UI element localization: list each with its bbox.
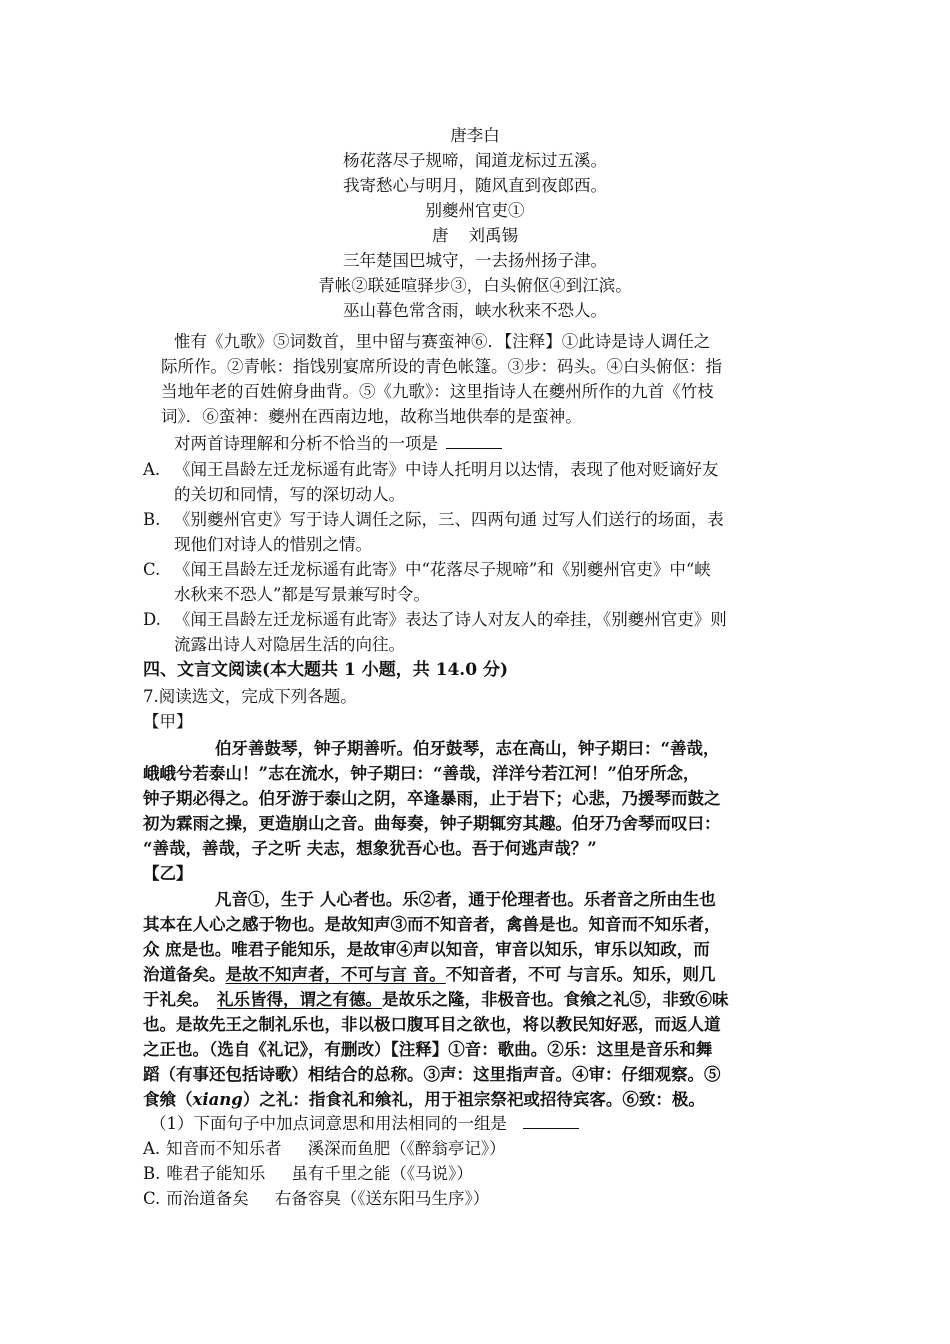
yi-passage-line: 其本在人心之感于物也。是故知声③而不知音者，禽兽是也。知音而不知乐者，	[143, 915, 721, 934]
poem1-author: 唐李白	[450, 126, 500, 145]
yi-text: 于礼矣。	[143, 990, 209, 1009]
option-label: A.	[143, 460, 161, 479]
answer-blank[interactable]	[523, 1112, 579, 1129]
option-label: A.	[143, 1139, 161, 1158]
option-a-text: 的关切和同情，写的深切动人。	[174, 485, 405, 504]
pinyin: xiang	[192, 1090, 243, 1109]
question6-stem	[174, 432, 502, 456]
yi-passage-line: 也。是故先王之制礼乐也，非以极口腹耳目之欲也，将以教民知好恶，而返人道	[143, 1015, 721, 1034]
option-label: C.	[143, 1189, 161, 1208]
option-ref: 右备容臭（《送东阳马生序》）	[274, 1189, 490, 1208]
jia-passage-line: “善哉，善哉，子之听 夫志，想象犹吾心也。吾于何逃声哉？”	[143, 839, 597, 858]
option-text: 唯君子能知乐	[166, 1164, 266, 1183]
option-text: 而治道备矣	[166, 1189, 249, 1208]
option-b-text: 《别夔州官吏》写于诗人调任之际，三、四两句通 过写人们送行的场面，表	[174, 510, 724, 529]
jia-label: 【甲】	[143, 712, 193, 731]
option-a-text: 《闻王昌龄左迁龙标遥有此寄》中诗人托明月以达情，表现了他对贬谪好友	[174, 460, 719, 479]
sub-question-stem	[150, 1112, 579, 1136]
option-d-text: 流露出诗人对隐居生活的向往。	[174, 635, 405, 654]
notes-line: 当地年老的百姓俯身曲背。⑤《九歌》：这里指诗人在夔州所作的九首《竹枝	[161, 382, 714, 401]
yi-text: 食飨（	[143, 1090, 193, 1109]
option-label: D.	[143, 610, 161, 629]
poem2-title: 别夔州官吏①	[425, 201, 525, 220]
notes-line: 际所作。②青帐：指饯别宴席所设的青色帐篷。③步：码头。④白头俯伛：指	[161, 357, 722, 376]
sub-question-stem-text: （1）下面句子中加点词意思和用法相同的一组是	[150, 1114, 507, 1133]
yi-passage-line	[143, 1088, 705, 1112]
yi-text: 是故乐之隆，非极音也。食飨之礼⑤，非致⑥味	[382, 990, 729, 1009]
poem2-line: 巫山暮色常含雨，峡水秋来不恐人。	[343, 301, 607, 320]
yi-text: 治道备矣。	[143, 965, 226, 984]
question6-stem-text: 对两首诗理解和分析不恰当的一项是	[174, 434, 438, 453]
answer-blank[interactable]	[446, 432, 502, 449]
poem2-line: 青帐②联延喧驿步③，白头俯伛④到江滨。	[318, 276, 632, 295]
sub-option	[143, 1137, 506, 1161]
poem2-byline	[0, 224, 950, 248]
option-label: B.	[143, 1164, 161, 1183]
notes-line: 惟有《九歌》⑤词数首，里中留与赛蛮神⑥．【注释】①此诗是诗人调任之	[174, 332, 711, 351]
poem2-dynasty: 唐	[432, 226, 449, 245]
sub-option	[143, 1162, 473, 1186]
yi-passage-line: 凡音①，生于 人心者也。乐②者，通于伦理者也。乐者音之所由生也	[215, 890, 716, 909]
option-b-text: 现他们对诗人的惜别之情。	[174, 535, 372, 554]
option-text: 知音而不知乐者	[166, 1139, 282, 1158]
section-heading: 四、文言文阅读(本大题共 1 小题，共 14.0 分)	[143, 660, 508, 680]
option-ref: 虽有千里之能（《马说》）	[291, 1164, 473, 1183]
sub-option	[143, 1187, 489, 1211]
option-c-text: 《闻王昌龄左迁龙标遥有此寄》中“花落尽子规啼”和《别夔州官吏》中“峡	[174, 560, 711, 579]
yi-text: 不知音者，不可 与言乐。知乐，则几	[445, 965, 716, 984]
poem2-line: 三年楚国巴城守，一去扬州扬子津。	[343, 251, 607, 270]
yi-text: ）之礼：指食礼和飨礼，用于祖宗祭祀或招待宾客。⑥致：极。	[242, 1090, 705, 1109]
jia-passage-line: 伯牙善鼓琴，钟子期善听。伯牙鼓琴，志在高山，钟子期曰：“善哉，	[215, 739, 720, 758]
option-d-text: 《闻王昌龄左迁龙标遥有此寄》表达了诗人对友人的牵挂，《别夔州官吏》则	[174, 610, 727, 629]
question7-stem: 7.阅读选文，完成下列各题。	[143, 687, 357, 706]
underlined-sentence: 礼乐皆得，谓之有德。	[217, 990, 382, 1009]
yi-label: 【乙】	[143, 864, 193, 883]
yi-passage-line: 之正也。（选自《礼记》，有删改）【注释】①音：歌曲。②乐：这里是音乐和舞	[143, 1040, 713, 1059]
yi-passage-line: 蹈（有事还包括诗歌）相结合的总称。③声：这里指声音。④审：仔细观察。⑤	[143, 1065, 721, 1084]
yi-passage-line: 众 庶是也。唯君子能知乐，是故审④声以知音，审音以知乐，审乐以知政，而	[143, 940, 710, 959]
poem2-author: 刘禹锡	[468, 226, 518, 245]
poem1-line: 我寄愁心与明月，随风直到夜郎西。	[343, 176, 607, 195]
jia-passage-line: 峨峨兮若泰山！”志在流水，钟子期曰：“善哉，洋洋兮若江河！”伯牙所念，	[143, 764, 700, 783]
option-label: C.	[143, 560, 161, 579]
jia-passage-line: 初为霖雨之操，更造崩山之音。曲每奏，钟子期辄穷其趣。伯牙乃舍琴而叹曰：	[143, 814, 721, 833]
option-ref: 溪深而鱼肥（《醉翁亭记》）	[307, 1139, 506, 1158]
yi-passage-line	[143, 963, 716, 987]
yi-passage-line	[143, 988, 729, 1012]
poem1-line: 杨花落尽子规啼，闻道龙标过五溪。	[343, 151, 607, 170]
option-c-text: 水秋来不恐人”都是写景兼写时令。	[174, 585, 430, 604]
option-label: B.	[143, 510, 161, 529]
underlined-sentence: 是故不知声者，不可与言 音。	[225, 965, 446, 984]
notes-line: 词》．⑥蛮神：夔州在西南边地，故称当地供奉的是蛮神。	[161, 407, 582, 426]
jia-passage-line: 钟子期必得之。伯牙游于泰山之阴，卒逢暴雨，止于岩下；心悲，乃援琴而鼓之	[143, 789, 721, 808]
